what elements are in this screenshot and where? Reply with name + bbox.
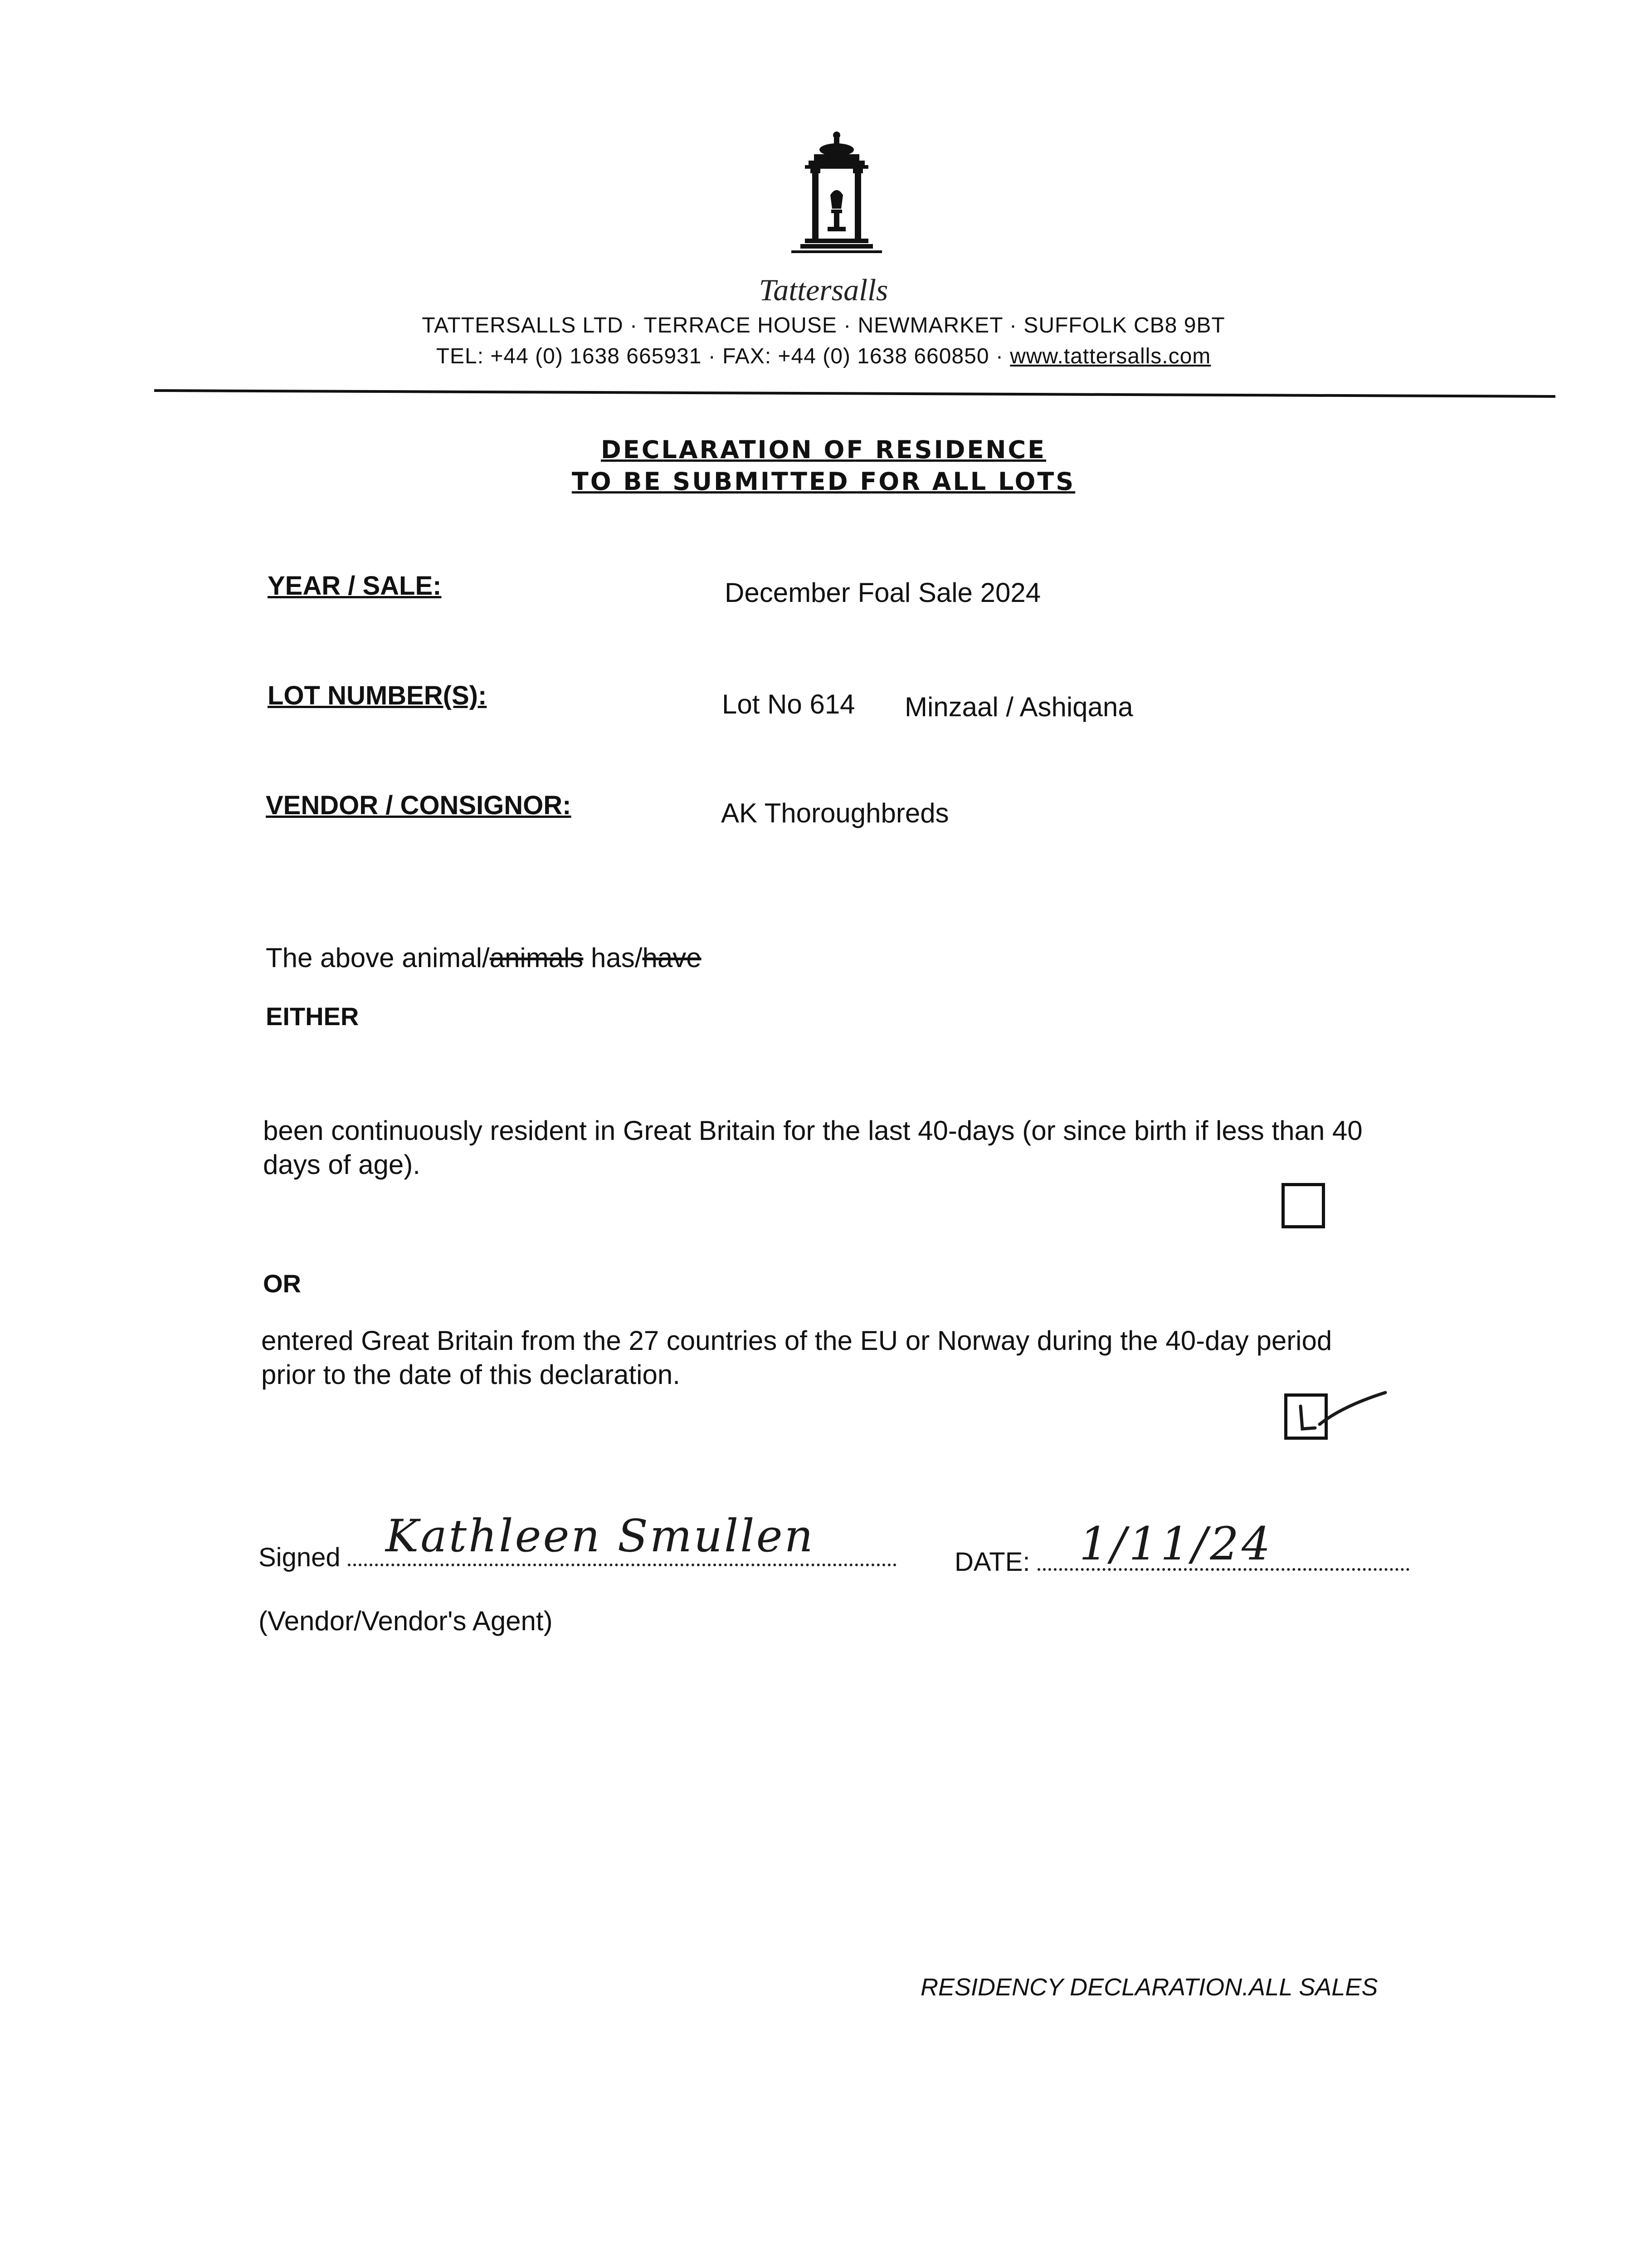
option-1-text bbox=[263, 1114, 1363, 1182]
option-1-line-2: days of age). bbox=[263, 1149, 420, 1180]
or-label: OR bbox=[263, 1269, 301, 1298]
intro-prefix: The above animal/ bbox=[266, 943, 490, 973]
option-2-text bbox=[261, 1324, 1332, 1392]
signed-label: Signed bbox=[258, 1543, 341, 1572]
checkmark-icon bbox=[1292, 1379, 1392, 1438]
vendor-value: AK Thoroughbreds bbox=[721, 798, 949, 828]
footer-text: RESIDENCY DECLARATION.ALL SALES bbox=[921, 1974, 1378, 2001]
phone-fax: TEL: +44 (0) 1638 665931 · FAX: +44 (0) 1638 660850 · bbox=[436, 344, 1004, 368]
year-sale-label: YEAR / SALE: bbox=[268, 571, 442, 601]
signature-handwriting: Kathleen Smullen bbox=[385, 1510, 815, 1562]
lot-number-value: Lot No 614 bbox=[722, 689, 855, 719]
either-label: EITHER bbox=[266, 1002, 359, 1031]
tattersalls-logo bbox=[787, 127, 887, 272]
header-divider bbox=[154, 389, 1555, 398]
document-subtitle: TO BE SUBMITTED FOR ALL LOTS bbox=[571, 467, 1076, 496]
struck-animals: animals bbox=[489, 943, 584, 973]
year-sale-value: December Foal Sale 2024 bbox=[725, 577, 1041, 608]
option-2-line-1: entered Great Britain from the 27 countries of the EU or Norway during the 40-day period bbox=[261, 1325, 1332, 1356]
statement-intro bbox=[266, 941, 702, 975]
date-handwriting: 1/11/24 bbox=[1079, 1517, 1273, 1570]
struck-have: have bbox=[642, 943, 702, 973]
intro-mid: has/ bbox=[583, 943, 643, 973]
vendor-agent-label: (Vendor/Vendor's Agent) bbox=[258, 1606, 553, 1636]
option-2-line-2: prior to the date of this declaration. bbox=[261, 1359, 680, 1390]
company-address: TATTERSALLS LTD · TERRACE HOUSE · NEWMARKET · SUFFOLK CB8 9BT bbox=[422, 313, 1225, 337]
website-link[interactable]: www.tattersalls.com bbox=[1010, 344, 1211, 368]
option-1-checkbox[interactable] bbox=[1282, 1183, 1325, 1228]
lot-horse-name: Minzaal / Ashiqana bbox=[905, 692, 1133, 722]
lot-number-label: LOT NUMBER(S): bbox=[268, 681, 487, 710]
company-contact bbox=[0, 344, 1647, 369]
vendor-label: VENDOR / CONSIGNOR: bbox=[266, 791, 571, 820]
option-1-line-1: been continuously resident in Great Britain for the last 40-days (or since birth if less than 40 bbox=[263, 1115, 1363, 1146]
date-label: DATE: bbox=[955, 1547, 1030, 1577]
brand-name: Tattersalls bbox=[759, 273, 888, 307]
document-title: DECLARATION OF RESIDENCE bbox=[600, 435, 1047, 464]
